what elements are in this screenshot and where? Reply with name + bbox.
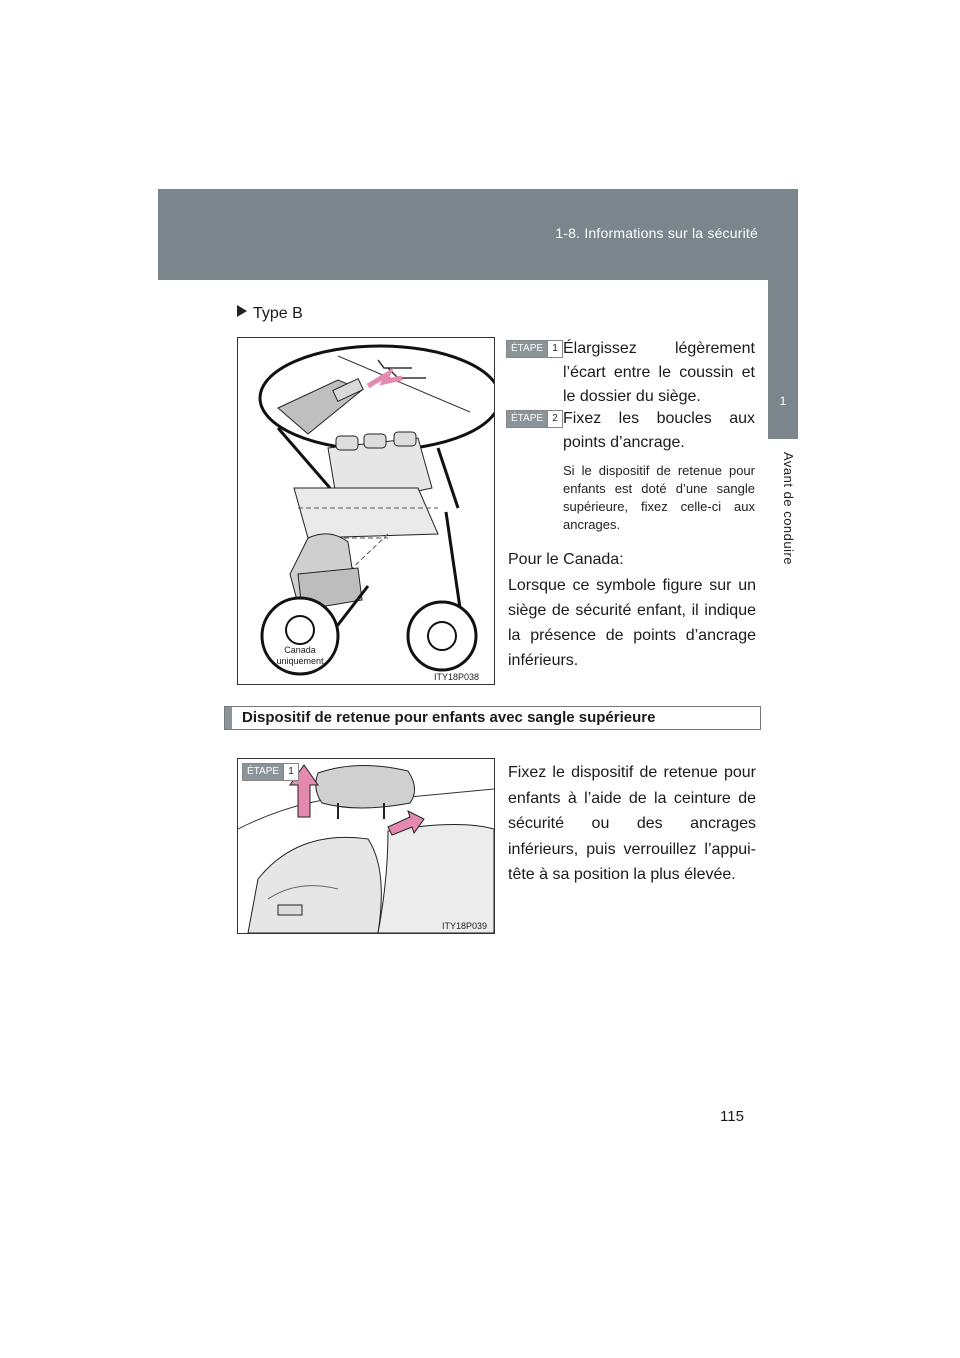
section-heading — [224, 706, 761, 730]
figure-isofix-seat — [237, 337, 495, 685]
header-band — [158, 189, 798, 280]
step-badge-2 — [506, 410, 563, 428]
type-heading-text: Type B — [253, 305, 303, 322]
figure-headrest — [237, 758, 495, 934]
type-heading — [237, 305, 303, 323]
step-badge-1 — [506, 340, 563, 358]
chapter-number: 1 — [779, 394, 787, 408]
step-number: 1 — [547, 341, 562, 357]
figure-code: ITY18P039 — [442, 921, 488, 931]
canada-label — [282, 644, 318, 656]
note-text: Si le dispositif de retenue pour enfants est doté d’une sangle supérieure, fixez celle-ci aux ancrages. — [563, 463, 755, 532]
headrest-illustration — [238, 759, 494, 933]
chapter-label: Avant de conduire — [781, 452, 796, 566]
section-title: 1-8. Informations sur la sécurité — [555, 225, 758, 241]
section-accent — [225, 707, 232, 729]
triangle-bullet-icon — [237, 305, 247, 317]
figure-step-badge — [242, 763, 299, 781]
step-word: ÉTAPE — [243, 764, 283, 780]
canada-label-line1: Canada — [284, 645, 316, 655]
figure-code: ITY18P038 — [434, 672, 480, 682]
section-heading-text: Dispositif de retenue pour enfants avec sangle supérieure — [242, 709, 656, 726]
page-number: 115 — [720, 1108, 744, 1125]
canada-heading: Pour le Canada: — [508, 551, 624, 568]
step-word: ÉTAPE — [507, 341, 547, 357]
section2-text: Fixez le dispositif de retenue pour enfants à l’aide de la ceinture de sécurité ou des ancrages inférieurs, puis verrouillez l’appui-tête à sa position la plus élevée. — [508, 764, 756, 883]
step-word: ÉTAPE — [507, 411, 547, 427]
canada-label-line2: uniquement — [276, 656, 324, 666]
canada-text: Lorsque ce symbole figure sur un siège de sécurité enfant, il indique la présence de points d’ancrage inférieurs. — [508, 577, 756, 669]
step-number: 2 — [547, 411, 562, 427]
step-1-text: Élargissez légèrement l’écart entre le coussin et le dossier du siège. — [563, 340, 755, 405]
step-2-text: Fixez les boucles aux points d’ancrage. — [563, 410, 755, 451]
step-number: 1 — [283, 764, 298, 780]
seat-anchor-illustration — [238, 338, 494, 684]
